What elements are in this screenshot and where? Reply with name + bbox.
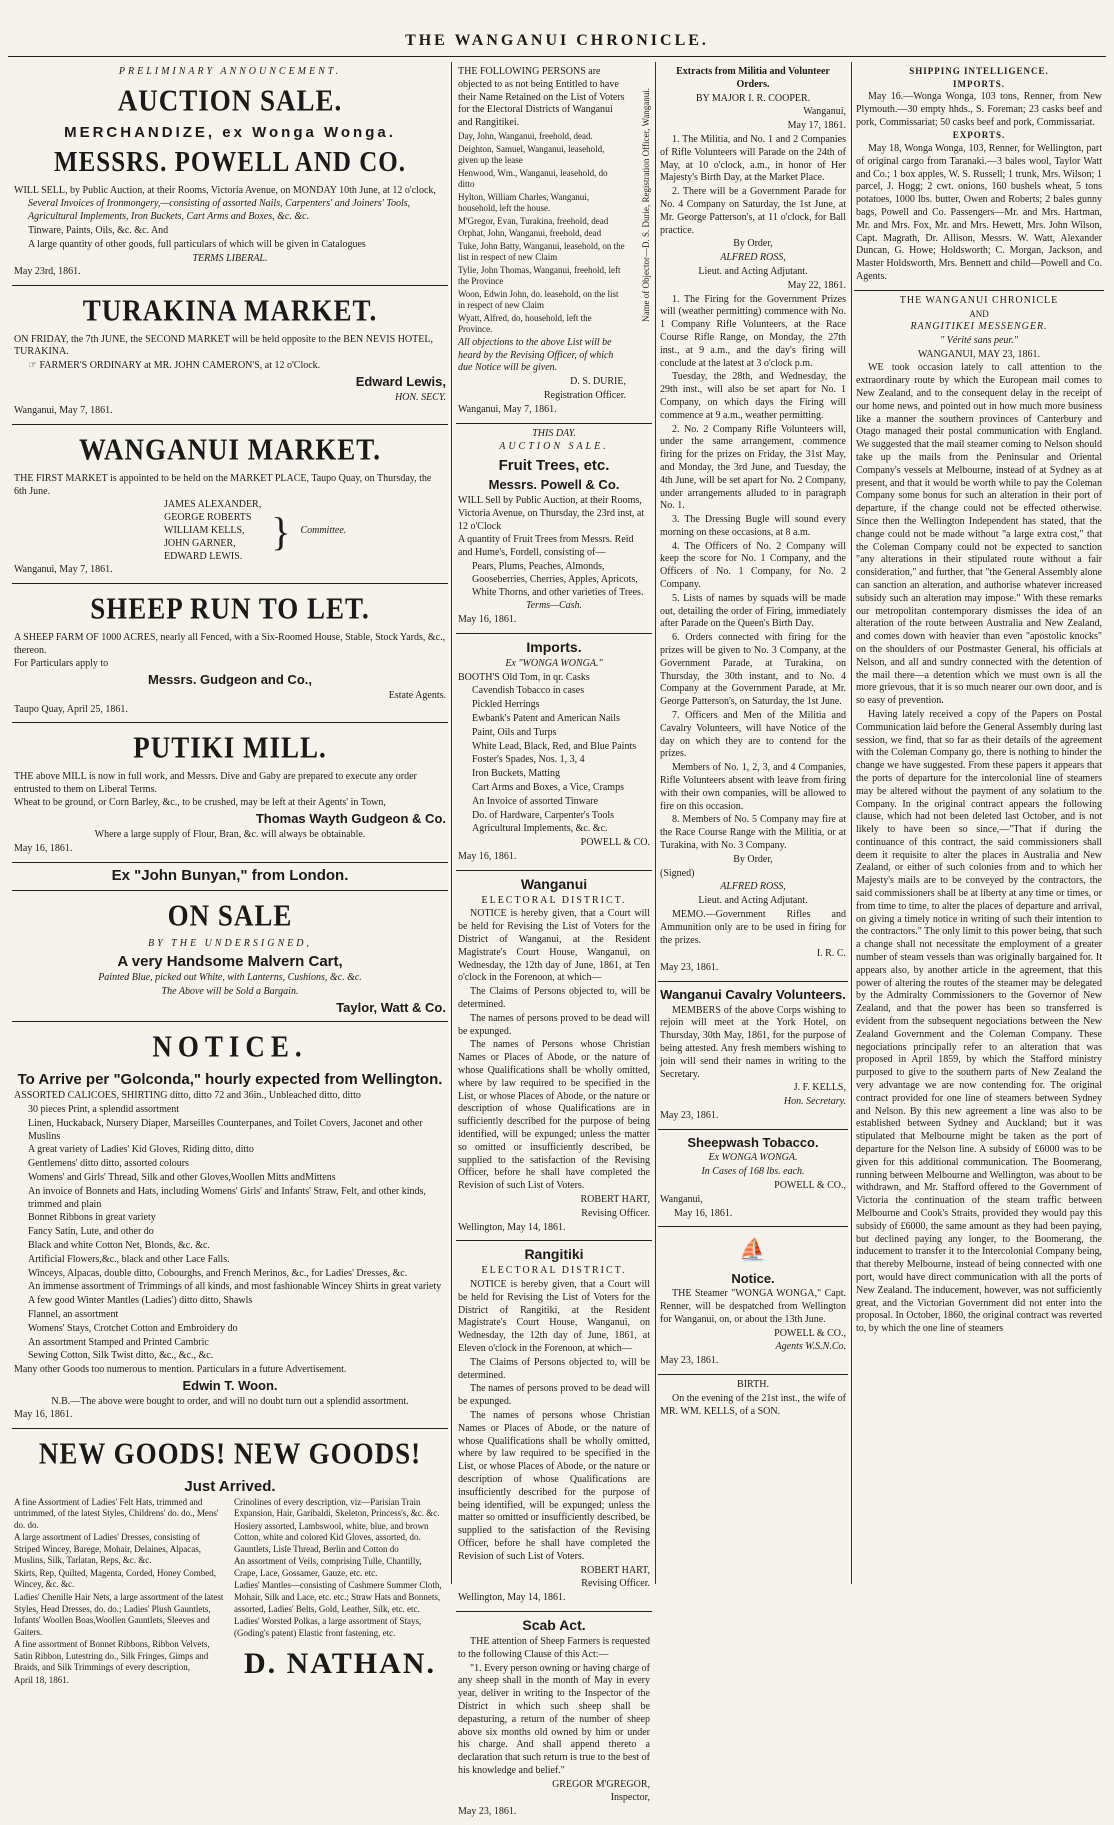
ad-date: Taupo Quay, April 25, 1861. [14, 703, 128, 715]
ad-signature: Thomas Wayth Gudgeon & Co. [255, 811, 446, 827]
list-item: M'Gregor, Evan, Turakina, freehold, dead [458, 215, 609, 226]
order-paragraph: 2. There will be a Government Parade for No. 4 Company on Saturday, the 1st June, at Mr. George Patterson's, at 11 o'clock, for Ball practice. [660, 186, 846, 236]
prelim-line: PRELIMINARY ANNOUNCEMENT. [118, 66, 342, 77]
brace-icon: } [271, 508, 291, 554]
paper-name-2: RANGITIKEI MESSENGER. [910, 321, 1048, 333]
ad-title: BIRTH. [737, 1378, 769, 1390]
ad-date: May 22, 1861. [787, 279, 846, 291]
list-item: White Lead, Black, Red, and Blue Paints [472, 740, 637, 752]
sheep-run-ad [12, 584, 448, 723]
ad-text: On the evening of the 21st inst., the wife of MR. WM. KELLS, of a SON. [660, 1392, 846, 1417]
firm-name: MESSRS. POWELL AND CO. [54, 146, 406, 178]
ad-role: Hon. Secretary. [783, 1096, 846, 1108]
ad-text: NOTICE is hereby given, that a Court will be held for Revising the List of Voters for the District of Wanganui, at the Resident Magistrate's Court House, Wanganui, on Wednesday, the 12th day of June, 1861, at Ten o'clock in the Forenoon, at which— [458, 908, 650, 984]
ad-text: Tinware, Paints, Oils, &c. &c. And [28, 224, 169, 236]
shipping-entry: May 18, Wonga Wonga, 103, Renner, for Wellington, part of original cargo from Taranaki.—3 bales wool, Taylor Watt and Co.; 1 box apples, W. S. Russell; 1 trunk, Mrs. Wilson; 1 parcel, J. Hogg; 2 cwt. onions, 160 bushels wheat, 5 tons potatoes, 1000 lbs. butter, Owen and Roberts; 2 bales gunny bags, Powell and Co. Passengers—Mr. and Mrs. Hartman, Mr. and Mrs. Fox, Mr. and Mrs. Hewett, Mrs. John Wilson, Capt. Magrath, Dr. Allison, Messrs. W. Watt, Alexander Duncan, G. Howe; Holdsworth; C. Morgan, Jackson, and Master Holdsworth, Mrs. Bennett and child—Powell and Co. Agents. [856, 142, 1102, 282]
ad-role: Revising Officer. [581, 1207, 650, 1219]
ad-text: N.B.—The above were bought to order, and will no doubt turn out a splendid assortment. [51, 1395, 409, 1407]
ad-signature: ALFRED ROSS, [720, 881, 786, 893]
list-item: A fine assortment of Bonnet Ribbons, Ribbon Velvets, Satin Ribbon, Lutestring do., Silk Fringes, Gimps and Braids, and Silk Trimmings of every description, [14, 1639, 210, 1673]
ad-title: Scab Act. [522, 1617, 586, 1634]
ad-text: Pears, Plums, Peaches, Almonds, Gooseberries, Cherries, Apples, Apricots, White Thorns, and other varieties of Trees. [472, 560, 644, 598]
ad-text: Where a large supply of Flour, Bran, &c. will always be obtainable. [94, 828, 366, 840]
ad-signature: ROBERT HART, [580, 1564, 650, 1576]
steamer-notice-ad [658, 1227, 848, 1375]
order-paragraph: 2. No. 2 Company Rifle Volunteers will, under the same arrangement, commence firing for the prizes on Friday, the 31st May, and Monday, the 3rd June, and Tuesday, the 4th June, will be set apart for No. 2 Company, under arrangements alluded to in paragraph No. 1. [660, 423, 846, 512]
committee-name: GEORGE ROBERTS [164, 512, 252, 524]
ad-signature: GREGOR M'GREGOR, [552, 1778, 650, 1790]
terms: Terms—Cash. [525, 600, 583, 612]
list-item: Tylie, John Thomas, Wanganui, freehold, left the Province [458, 264, 621, 287]
pointing-hand-icon: ☞ [28, 360, 40, 372]
order-paragraph: 4. The Officers of No. 2 Company will keep the score for No. 1 Company, and the Officers of No. 1 Company, for No. 2 Company. [660, 540, 846, 591]
ad-text: THE FIRST MARKET is appointed to be held on the MARKET PLACE, Taupo Quay, on Thursday, the 6th June. [14, 472, 432, 497]
sheepwash-tobacco-ad [658, 1130, 848, 1228]
ad-text: The names of persons whose Christian Names or Places of Abode, or the nature of whose Qualifications shall be wholly omitted, where by law required to be specified in the List, or whose Places of Abode, or the nature or description of whose Qualifications are insufficiently described for the purpose of being identified, will be expunged; unless the matter so omitted or insufficiently described, be supplied to the satisfaction of the Revising Officer, before he shall have completed the Revision of such List of Voters. [458, 1410, 650, 1562]
ad-title: Fruit Trees, etc. [498, 457, 610, 475]
list-item: Henwood, Wm., Wanganui, leasehold, do ditto [458, 167, 608, 190]
scab-act-ad [456, 1612, 652, 1825]
list-item: Agricultural Implements, &c. &c. [472, 823, 608, 835]
masthead: THE WANGANUI CHRONICLE. [405, 32, 709, 49]
order-paragraph: Members of No. 1, 2, 3, and 4 Companies, Rifle Volunteers absent with leave from firing with their own companies, will be allowed to fire on this occasion. [660, 762, 846, 812]
column-rule [655, 62, 656, 1584]
list-item: Womens' and Girls' Thread, Silk and other Gloves,Woollen Mitts andMittens [28, 1171, 336, 1183]
ad-subtitle: BY MAJOR I. R. COOPER. [695, 92, 811, 104]
section-title: SHIPPING INTELLIGENCE. [909, 66, 1049, 76]
committee-names [164, 499, 261, 563]
ad-signature: ALFRED ROSS, [720, 252, 786, 264]
ad-text: Several Invoices of Ironmongery,—consisting of assorted Nails, Carpenters' and Joiners' Tools, Agricultural Implements, Iron Buckets, Cart Arms and Boxes, &c. &c. [28, 198, 411, 223]
signed-label: (Signed) [660, 867, 695, 879]
ad-title: AUCTION SALE. [117, 82, 343, 118]
ad-signature: Edwin T. Woon. [182, 1377, 278, 1393]
section-subtitle: IMPORTS. [953, 78, 1005, 89]
list-item: Iron Buckets, Matting [472, 768, 561, 780]
ad-date: May 17, 1861. [787, 120, 846, 132]
goods-columns [14, 1496, 446, 1687]
order-paragraph: 7. Officers and Men of the Militia and Cavalry Volunteers, will have Notice of the day on which they are to contend for the prizes. [660, 710, 846, 760]
ad-subtitle: Ex "WONGA WONGA." [505, 657, 603, 669]
list-item: An Invoice of assorted Tinware [472, 795, 599, 807]
list-item: Deighton, Samuel, Wanganui, leasehold, given up the lease [458, 143, 605, 166]
ad-text: The Above will be Sold a Bargain. [161, 986, 299, 998]
ad-date: May 23, 1861. [660, 962, 719, 974]
ad-signature: J. F. KELLS, [793, 1082, 846, 1094]
list-item: Crinolines of every description, viz—Parisian Train Expansion, Hair, Garibaldi, Skeleton, Princess's, &c. &c. [234, 1496, 440, 1519]
editorial-paragraph: Having lately received a copy of the Papers on Postal Communication laid before the General Assembly during last session, we find, that so far as their details of the agreement with the Coleman Company go, there is nothing to hinder the change we have suggested. From these papers it appears that the ports of departure for the intercolonial line of steamers may be altered without the payment of any solatium to the Company. In the original contract appears the following clause, which had not been deleted last October, and is not likely to have been so since,—"That if during the continuance of this contract, the said commissioners shall deem it requisite to alter the places in Australia and New Zealand, or either of such colonies from and to which her Majesty's mails are to be conveyed by the contractors, the said commissioners shall be at liberty at any time or times, or from time to time, to alter the places of departure and arrival, on giving a timely notice in writing of such their intention to the contractors." The only limit to this power being, that such a change shall not necessitate the employment of a greater number of steam vessels than was originally bargained for. It appears also, by another article in the agreement, that this power of altering the routes of the steamer may be delegated by the Admiralty Commissioners to the Governor of New Zealand, and that the power has been so transferred is evident from the subsequent negociations between the New Zealand Government and the Coleman Company. These negociations principally refer to an alteration that was proposed in April 1859, by which the Stafford ministry purposed to give to the southern parts of New Zealand the very advantage we are now contending for. The original contract provided for one line of steamers between Sydney and Nelson. By this new agreement a line was also to be established between Sydney and Auckland; but it was stipulated that Melbourne might be taken as the port of departure for the Nelson line. A subsidy of £6000 was to be given for this additional communication. The Boomerang, running between Melbourne and Wellington, was about to be withdrawn, and Mr. Stafford offered to the Government of Victoria the continuation of the steam traffic between Melbourne and Cook's Straits, provided they would pay this subsidy of £6000, the same amount as they had been paying, but declined paying any longer, to the Boomerang, the inducement to transfer it to the Intercolonial Company being, that thereby Melbourne, instead of being connected with one port, would have direct communication with all the ports of New Zealand. The inducement, however, was not sufficiently great, and the Victorian Government did not enter into the proposal. In October, 1860, the original contract was reverted to, by which the one line of steamers [856, 708, 1102, 1335]
ad-text: MEMBERS of the above Corps wishing to rejoin will meet at the York Hotel, on Thursday, 30th May, 1861, for the purpose of being attested. Any fresh members wishing to join will send their names in writing to the Secretary. [660, 1004, 846, 1080]
ad-date: May 23, 1861. [458, 1806, 517, 1818]
ad-date: Wanganui, May 7, 1861. [14, 564, 113, 576]
ad-text: BY THE UNDERSIGNED, [148, 938, 312, 950]
cavalry-volunteers-ad [658, 982, 848, 1130]
place: Wanganui, [660, 1193, 703, 1205]
committee-label: Committee. [300, 525, 347, 536]
ad-text: The names of persons proved to be dead will be expunged. [458, 1383, 650, 1408]
list-item: Hosiery assorted, Lambswool, white, blue, and brown Cotton, white and colored Kid Gloves, assorted, do. Gauntlets, Lisle Thread, Berlin and Cotton do [234, 1520, 429, 1554]
column-1 [12, 62, 448, 1685]
ad-subtitle: Ex WONGA WONGA. [708, 1152, 798, 1164]
ad-signature: Taylor, Watt & Co. [336, 999, 446, 1015]
column-2 [456, 62, 652, 1818]
list-item: Ewbank's Patent and American Nails [472, 713, 620, 724]
ad-title: Wanganui [520, 875, 588, 892]
ad-signature: ROBERT HART, [580, 1194, 650, 1205]
ad-subtitle: ELECTORAL DISTRICT. [481, 1265, 627, 1277]
ad-title: SHEEP RUN TO LET. [90, 590, 370, 626]
goods-list [14, 1090, 446, 1363]
ad-title: ON SALE [167, 897, 293, 932]
ad-role: Lieut. and Acting Adjutant. [698, 265, 808, 277]
voters-objection-ad [456, 62, 652, 424]
ad-signature: POWELL & CO. [580, 837, 650, 849]
column-rule [451, 62, 452, 1584]
ad-role: Lieut. and Acting Adjutant. [698, 895, 808, 907]
list-item: Bonnet Ribbons in great variety [28, 1212, 156, 1224]
ad-text: A large quantity of other goods, full particulars of which will be given in Catalogues [28, 238, 366, 250]
ad-subtitle: Just Arrived. [184, 1477, 276, 1495]
firm-name: Messrs. Powell & Co. [488, 477, 620, 493]
ad-date: May 23, 1861. [660, 1109, 719, 1121]
ad-text: The names of persons proved to be dead will be expunged. [458, 1012, 650, 1037]
ad-text: The Claims of Persons objected to, will be determined. [458, 986, 650, 1011]
ad-title: Rangitiki [524, 1246, 584, 1263]
list-item: Ladies' Chenille Hair Nets, a large assortment of the latest Styles, Head Dresses, do. do.; Ladies' Plush Gauntlets, Infants' Woollen Boas,Woollen Gauntlets, Sleeves and Gaiters. [14, 1591, 224, 1637]
ad-date: April 18, 1861. [14, 1674, 69, 1685]
editorial-paragraph: WE took occasion lately to call attention to the extraordinary route by which the European mail comes to New Zealand, and to the consequent delay in the receipt of our home news, and pointed out in how much more business like a manner the southern provinces of Canterbury and Otago managed their postal communication with England. We suggested that the mail steamer coming to Nelson should take up the mails from the Peninsular and Oriental Company's vessels at Melbourne, instead of at Sydney as at present, and that it would be worth while to pay the Coleman Company some bonus for such an alteration in their port of departure, if the change could not be effected otherwise. Since then the Wellington Independent has stated, that the change could not be made without "a large extra cost," that the Coleman Company could not be expected to sanction "any alterations in their stipulated route without a fair consideration," and further, that "the General Assembly alone can sanction an alteration, and authorise whatever increased subsidy such an alteration may impose." With these remarks our metropolitan contemporary dismisses the idea of an alteration of the route between Australia and New Zealand, and comes down with heavier than even "apostolic knocks" on the shoulders of our Postmaster General, his officials at Nelson, and all and sundry connected with the detention of the mail there—a detention which we must own is all the more grievous, that it is so much nearer our own door, and is so easy of prevention. [856, 362, 1102, 707]
order-paragraph: Tuesday, the 28th, and Wednesday, the 29th inst., will also be set apart for No. 1 Company, on which days the Firing will commence at 9 a.m., weather permitting. [660, 371, 846, 421]
ad-title: Wanganui Cavalry Volunteers. [660, 986, 846, 1002]
ad-date: Wellington, May 14, 1861. [458, 1221, 566, 1233]
section-subtitle: EXPORTS. [952, 130, 1006, 141]
list-item: Hylton, William Charles, Wanganui, household, left the house. [458, 191, 590, 214]
list-item: Day, John, Wanganui, freehold, dead. [458, 130, 593, 141]
order-paragraph: 1. The Militia, and No. 1 and 2 Companies of Rifle Volunteers will Parade on the 24th of May, at 10 o'clock, a.m., in honor of Her Majesty's Birth Day, at the Market Place. [660, 133, 846, 184]
dateline: WANGANUI, MAY 23, 1861. [917, 348, 1041, 360]
by-order: By Order, [733, 238, 773, 250]
ad-signature: Messrs. Gudgeon and Co., [148, 672, 312, 688]
ad-title: Ex "John Bunyan," from London. [111, 866, 349, 884]
list-item: Artificial Flowers,&c., black and other Lace Falls. [28, 1253, 230, 1265]
ad-role: Registration Officer. [543, 389, 626, 401]
ad-date: May 23rd, 1861. [14, 266, 81, 278]
ad-date: May 23, 1861. [660, 1355, 719, 1367]
ad-text: NOTICE is hereby given, that a Court will be held for Revising the List of Voters for the District of Rangitiki, at the Resident Magistrate's Court House, Wanganui, on Wednesday, the 12th day of June, 1861, at Eleven o'clock in the Forenoon, at which— [458, 1279, 650, 1355]
terms: TERMS LIBERAL. [192, 252, 268, 264]
column-4 [854, 62, 1104, 1584]
list-item: ASSORTED CALICOES, SHIRTING ditto, ditto 72 and 36in., Unbleached ditto, ditto [14, 1090, 361, 1102]
list-item: A great variety of Ladies' Kid Gloves, Riding ditto, ditto [28, 1144, 254, 1156]
ship-icon: ⛵ [739, 1237, 767, 1263]
place: Wanganui, [803, 106, 846, 118]
golconda-notice-ad [12, 1022, 448, 1429]
ad-subtitle: MERCHANDIZE, ex Wonga Wonga. [64, 124, 396, 142]
ad-text: ☞ FARMER'S ORDINARY at MR. JOHN CAMERON'S, at 12 o'Clock. [28, 360, 321, 372]
ad-role: Revising Officer. [581, 1578, 650, 1590]
by-order: By Order, [733, 853, 773, 865]
ad-text: WILL SELL, by Public Auction, at their Rooms, Victoria Avenue, on MONDAY 10th June, at 12 o'clock, [14, 184, 436, 196]
ad-text: "1. Every person owning or having charge of any sheep shall in the month of May in every year, deliver in writing to the Inspector of the District in which such sheep shall be depasturing, a return of the number of sheep above six months old owned by him or under his charge. And shall append thereto a declaration that such return is true to the best of his knowledge and belief." [458, 1662, 650, 1776]
ad-text: Painted Blue, picked out White, with Lanterns, Cushions, &c. &c. [98, 972, 362, 984]
list-item: Winceys, Alpacas, double ditto, Cobourghs, and French Merinos, &c., for Ladies' Dresses, &c. [28, 1267, 408, 1279]
list-item: An assortment of Veils, comprising Tulle, Chantilly, Crape, Lace, Gossamer, Gauze, etc. etc. [234, 1556, 422, 1578]
rangitiki-electoral-ad [456, 1241, 652, 1612]
list-item: Ladies' Mantles—consisting of Cashmere Summer Cloth, Mohair, Silk and Lace, etc. etc.; Straw Hats and Bonnets, assorted, Ladies' Belts, Gold, Leather, Silk, etc. etc. [234, 1580, 442, 1614]
ad-text: All objections to the above List will be heard by the Revising Officer, of which due Notice will be given. [458, 336, 614, 374]
list-item: A large assortment of Ladies' Dresses, consisting of Striped Wincey, Barege, Mohair, Delaines, Alpacas, Muslins, Silk, Tarlatan, Reps, &c. &c. [14, 1532, 201, 1566]
list-item: Pickled Herrings [472, 699, 540, 711]
ad-text: The names of Persons whose Christian Names or Places of Abode, or the nature of whose Qualifications shall be wholly omitted, where by law required to be specified in the List, or whose Places of Abode, or the nature or description of whose Qualifications are in sufficiently described for the purpose of being identified, will be expunged; unless the matter so omitted or insufficiently described, be supplied to the satisfaction of the Revising Officer, before he shall have completed the Revision of such List of Voters. [458, 1039, 650, 1192]
objector-side-note: Name of Objector—D. S. Durie, Registration Officer, Wanganui. [641, 88, 652, 323]
list-item: Cart Arms and Boxes, a Vice, Cramps [472, 781, 624, 793]
ad-date: Wanganui, May 7, 1861. [458, 403, 557, 415]
ad-date: May 16, 1861. [458, 614, 517, 626]
ad-date: May 16, 1861. [458, 850, 517, 862]
ad-subtitle: A very Handsome Malvern Cart, [117, 953, 343, 971]
editorial [854, 291, 1104, 1342]
committee-name: JOHN GARNER, [164, 537, 236, 549]
order-paragraph: 5. Lists of names by squads will be made out, detailing the order of Firing, immediately after Parade on the Queen's Birth Day. [660, 592, 846, 630]
ad-title: NOTICE. [152, 1029, 308, 1064]
ad-text: A SHEEP FARM OF 1000 ACRES, nearly all Fenced, with a Six-Roomed House, Stable, Stock Yards, &c., thereon. [14, 631, 446, 656]
list-item: Gentlemens' ditto ditto, assorted colours [28, 1158, 189, 1170]
ad-date: Wanganui, May 7, 1861. [14, 405, 113, 417]
ad-text: THE attention of Sheep Farmers is requested to the following Clause of this Act:— [458, 1635, 650, 1660]
list-item: An invoice of Bonnets and Hats, including Womens' Girls' and Infants' Straw, Felt, and other kinds, trimmed and plain [28, 1185, 426, 1210]
motto: " Vérité sans peur." [940, 334, 1018, 346]
list-item: Cavendish Tobacco in cases [472, 685, 585, 697]
ad-signature: Edward Lewis, [355, 374, 446, 390]
ad-signature: D. NATHAN. [244, 1647, 436, 1681]
goods-right [234, 1496, 446, 1687]
list-item: Fancy Satin, Lute, and other do [28, 1226, 154, 1238]
ad-signature: POWELL & CO., [774, 1180, 846, 1191]
list-item: BOOTH'S Old Tom, in qr. Casks [458, 671, 590, 683]
ad-date: Wellington, May 14, 1861. [458, 1592, 566, 1604]
ad-title: Sheepwash Tobacco. [687, 1134, 819, 1150]
fruit-trees-ad [456, 424, 652, 634]
paper-name: THE WANGANUI CHRONICLE [899, 294, 1059, 306]
ad-text: WILL Sell by Public Auction, at their Rooms, Victoria Avenue, on Thursday, the 23rd inst, at 12 o'Clock [458, 494, 645, 532]
ad-text: The Claims of Persons objected to, will be determined. [458, 1356, 650, 1381]
malvern-cart-ad [12, 891, 448, 1023]
ad-text: ON FRIDAY, the 7th JUNE, the SECOND MARKET will be held opposite to the BEN NEVIS HOTEL, TURAKINA. [14, 333, 433, 358]
ad-title: WANGANUI MARKET. [78, 431, 381, 467]
ad-signature: POWELL & CO., [774, 1327, 846, 1339]
ad-text: AUCTION SALE. [499, 441, 609, 453]
list-item: Skirts, Rep, Quilted, Magenta, Corded, Honey Combed, Wincey, &c. &c. [14, 1567, 216, 1590]
bunyan-header [12, 863, 448, 891]
list-item: A few good Winter Mantles (Ladies') ditto ditto, Shawls [28, 1295, 253, 1307]
ad-text: A quantity of Fruit Trees from Messrs. Reid and Hume's, Fordell, consisting of— [458, 534, 634, 559]
ad-signature: D. S. DURIE, [570, 376, 626, 388]
list-item: Orphat, John, Wanganui, freehold, dead [458, 228, 602, 239]
ad-text: THE FOLLOWING PERSONS are objected to as not being Entitled to have their Name Retained on the List of Voters for the Electoral Districts of Wanganui and Rangitikei. [458, 66, 625, 129]
list-item: An assortment Stamped and Printed Cambric [28, 1336, 209, 1348]
order-paragraph: 6. Orders connected with firing for the prizes will be given to No. 3 Company, at the Government Parade, at Turakina, on Thursday, the 30th instant, and to No. 4 Company at the Government Parade, at Mr. George Patterson's, on Saturday, the 1st June. [660, 632, 846, 708]
shipping-intelligence [854, 62, 1104, 291]
ad-title: NEW GOODS! NEW GOODS! [38, 1435, 422, 1471]
list-item: Flannel, an assortment [28, 1308, 119, 1320]
ad-date: May 16, 1861. [674, 1207, 733, 1219]
ad-date: May 16, 1861. [14, 842, 73, 854]
wanganui-market-ad [12, 425, 448, 584]
wanganui-electoral-ad [456, 871, 652, 1242]
ad-title: Extracts from Militia and Volunteer Orders. [676, 66, 830, 90]
auction-sale-ad [12, 62, 448, 286]
ad-text: In Cases of 168 lbs. each. [701, 1166, 805, 1178]
column-rule [851, 62, 852, 1584]
list-item: 30 pieces Print, a splendid assortment [28, 1103, 180, 1115]
order-paragraph: 1. The Firing for the Government Prizes will (weather permitting) commence with No. 1 Company Rifle Volunteers, at the Race Course Rifle Range, on Monday, the 27th inst., at 9 a.m., and the day's firing will conclude at the latest at 3 o'clock p.m. [660, 293, 846, 369]
ad-text: THIS DAY. [532, 427, 576, 439]
ad-text: THE Steamer "WONGA WONGA," Capt. Renner, will be despatched from Wellington for Wanganui, on, or about the 13th June. [660, 1288, 846, 1325]
ad-text: THE above MILL is now in full work, and Messrs. Dive and Gaby are prepared to execute any order entrusted to them on Liberal Terms. [14, 770, 417, 795]
militia-orders [658, 62, 848, 982]
column-3 [658, 62, 848, 1584]
shipping-entry: May 16.—Wonga Wonga, 103 tons, Renner, from New Plymouth.—30 empty hhds., S. Foreman; 23 casks beef and pork, Commissariat; 50 casks beef and pork, Commissariat. [856, 91, 1102, 128]
list-item: Ladies' Worsted Polkas, a large assortment of Stays, (Goding's patent) Elastic front fastening, etc. [234, 1616, 422, 1638]
paper-and: AND [969, 308, 989, 319]
list-item: Paint, Oils and Turps [472, 726, 557, 738]
list-item: Wyatt, Alfred, do, household, left the Province. [458, 312, 592, 335]
list-item: Tuke, John Batty, Wanganui, leasehold, on the list in respect of new Claim [458, 240, 625, 263]
memo: MEMO.—Government Rifles and Ammunition only are to be used in firing for the prizes. [660, 909, 846, 946]
ad-role: Agents W.S.N.Co. [775, 1341, 846, 1353]
order-paragraph: 8. Members of No. 5 Company may fire at the Race Course Range with the Militia, or at Turakina, with No. 3 Company. [660, 814, 846, 852]
list-item: Black and white Cotton Net, Blonds, &c. &c. [28, 1239, 210, 1251]
list-item: Sewing Cotton, Silk Twist ditto, &c., &c., &c. [28, 1350, 214, 1362]
ad-role: Estate Agents. [388, 689, 446, 701]
committee-name: WILLIAM KELLS, [164, 525, 245, 536]
goods-left [14, 1496, 226, 1687]
ad-text: Wheat to be ground, or Corn Barley, &c., to be crushed, may be left at their Agents' in Town, [14, 797, 386, 809]
initials: I. R. C. [816, 948, 846, 960]
list-item: Linen, Huckaback, Nursery Diaper, Marseilles Counterpanes, and Toilet Covers, Jaconet and other Muslins [28, 1117, 423, 1142]
masthead-rule [8, 56, 1106, 57]
list-item: A fine Assortment of Ladies' Felt Hats, trimmed and untrimmed, of the latest Styles, Childrens' do. do., Mens' do. do. [14, 1496, 219, 1530]
ad-role: Inspector, [610, 1792, 650, 1804]
birth-notice [658, 1375, 848, 1424]
list-item: Foster's Spades, Nos. 1, 3, 4 [472, 754, 585, 766]
ad-date: May 16, 1861. [14, 1409, 73, 1421]
ad-subtitle: ELECTORAL DISTRICT. [481, 894, 627, 906]
committee-block [164, 499, 446, 563]
ad-title: TURAKINA MARKET. [82, 292, 378, 328]
ad-title: Imports. [526, 638, 582, 655]
list-item: Womens' Stays, Crotchet Cotton and Embroidery do [28, 1322, 238, 1334]
ad-text: Many other Goods too numerous to mention. Particulars in a future Advertisement. [14, 1364, 347, 1376]
ad-title: PUTIKI MILL. [133, 730, 327, 765]
ad-subtitle: To Arrive per "Golconda," hourly expected from Wellington. [17, 1070, 443, 1088]
list-item: An immense assortment of Trimmings of all kinds, and most fashionable Wincey Shirts in great variety [28, 1281, 442, 1293]
committee-name: JAMES ALEXANDER, [164, 499, 262, 511]
putiki-mill-ad [12, 723, 448, 862]
ad-text: For Particulars apply to [14, 658, 109, 670]
new-goods-ad [12, 1429, 448, 1692]
imports-ad [456, 634, 652, 871]
committee-name: EDWARD LEWIS. [164, 550, 243, 562]
list-item: Woon, Edwin John, do. leasehold, on the list in respect of new Claim [458, 288, 619, 311]
ad-title: Notice. [731, 1270, 775, 1286]
list-item: Do. of Hardware, Carpenter's Tools [472, 809, 614, 821]
order-paragraph: 3. The Dressing Bugle will sound every morning on these occasions, at 8 a.m. [660, 514, 846, 538]
turakina-market-ad [12, 286, 448, 425]
ad-role: HON. SECY. [394, 391, 446, 403]
